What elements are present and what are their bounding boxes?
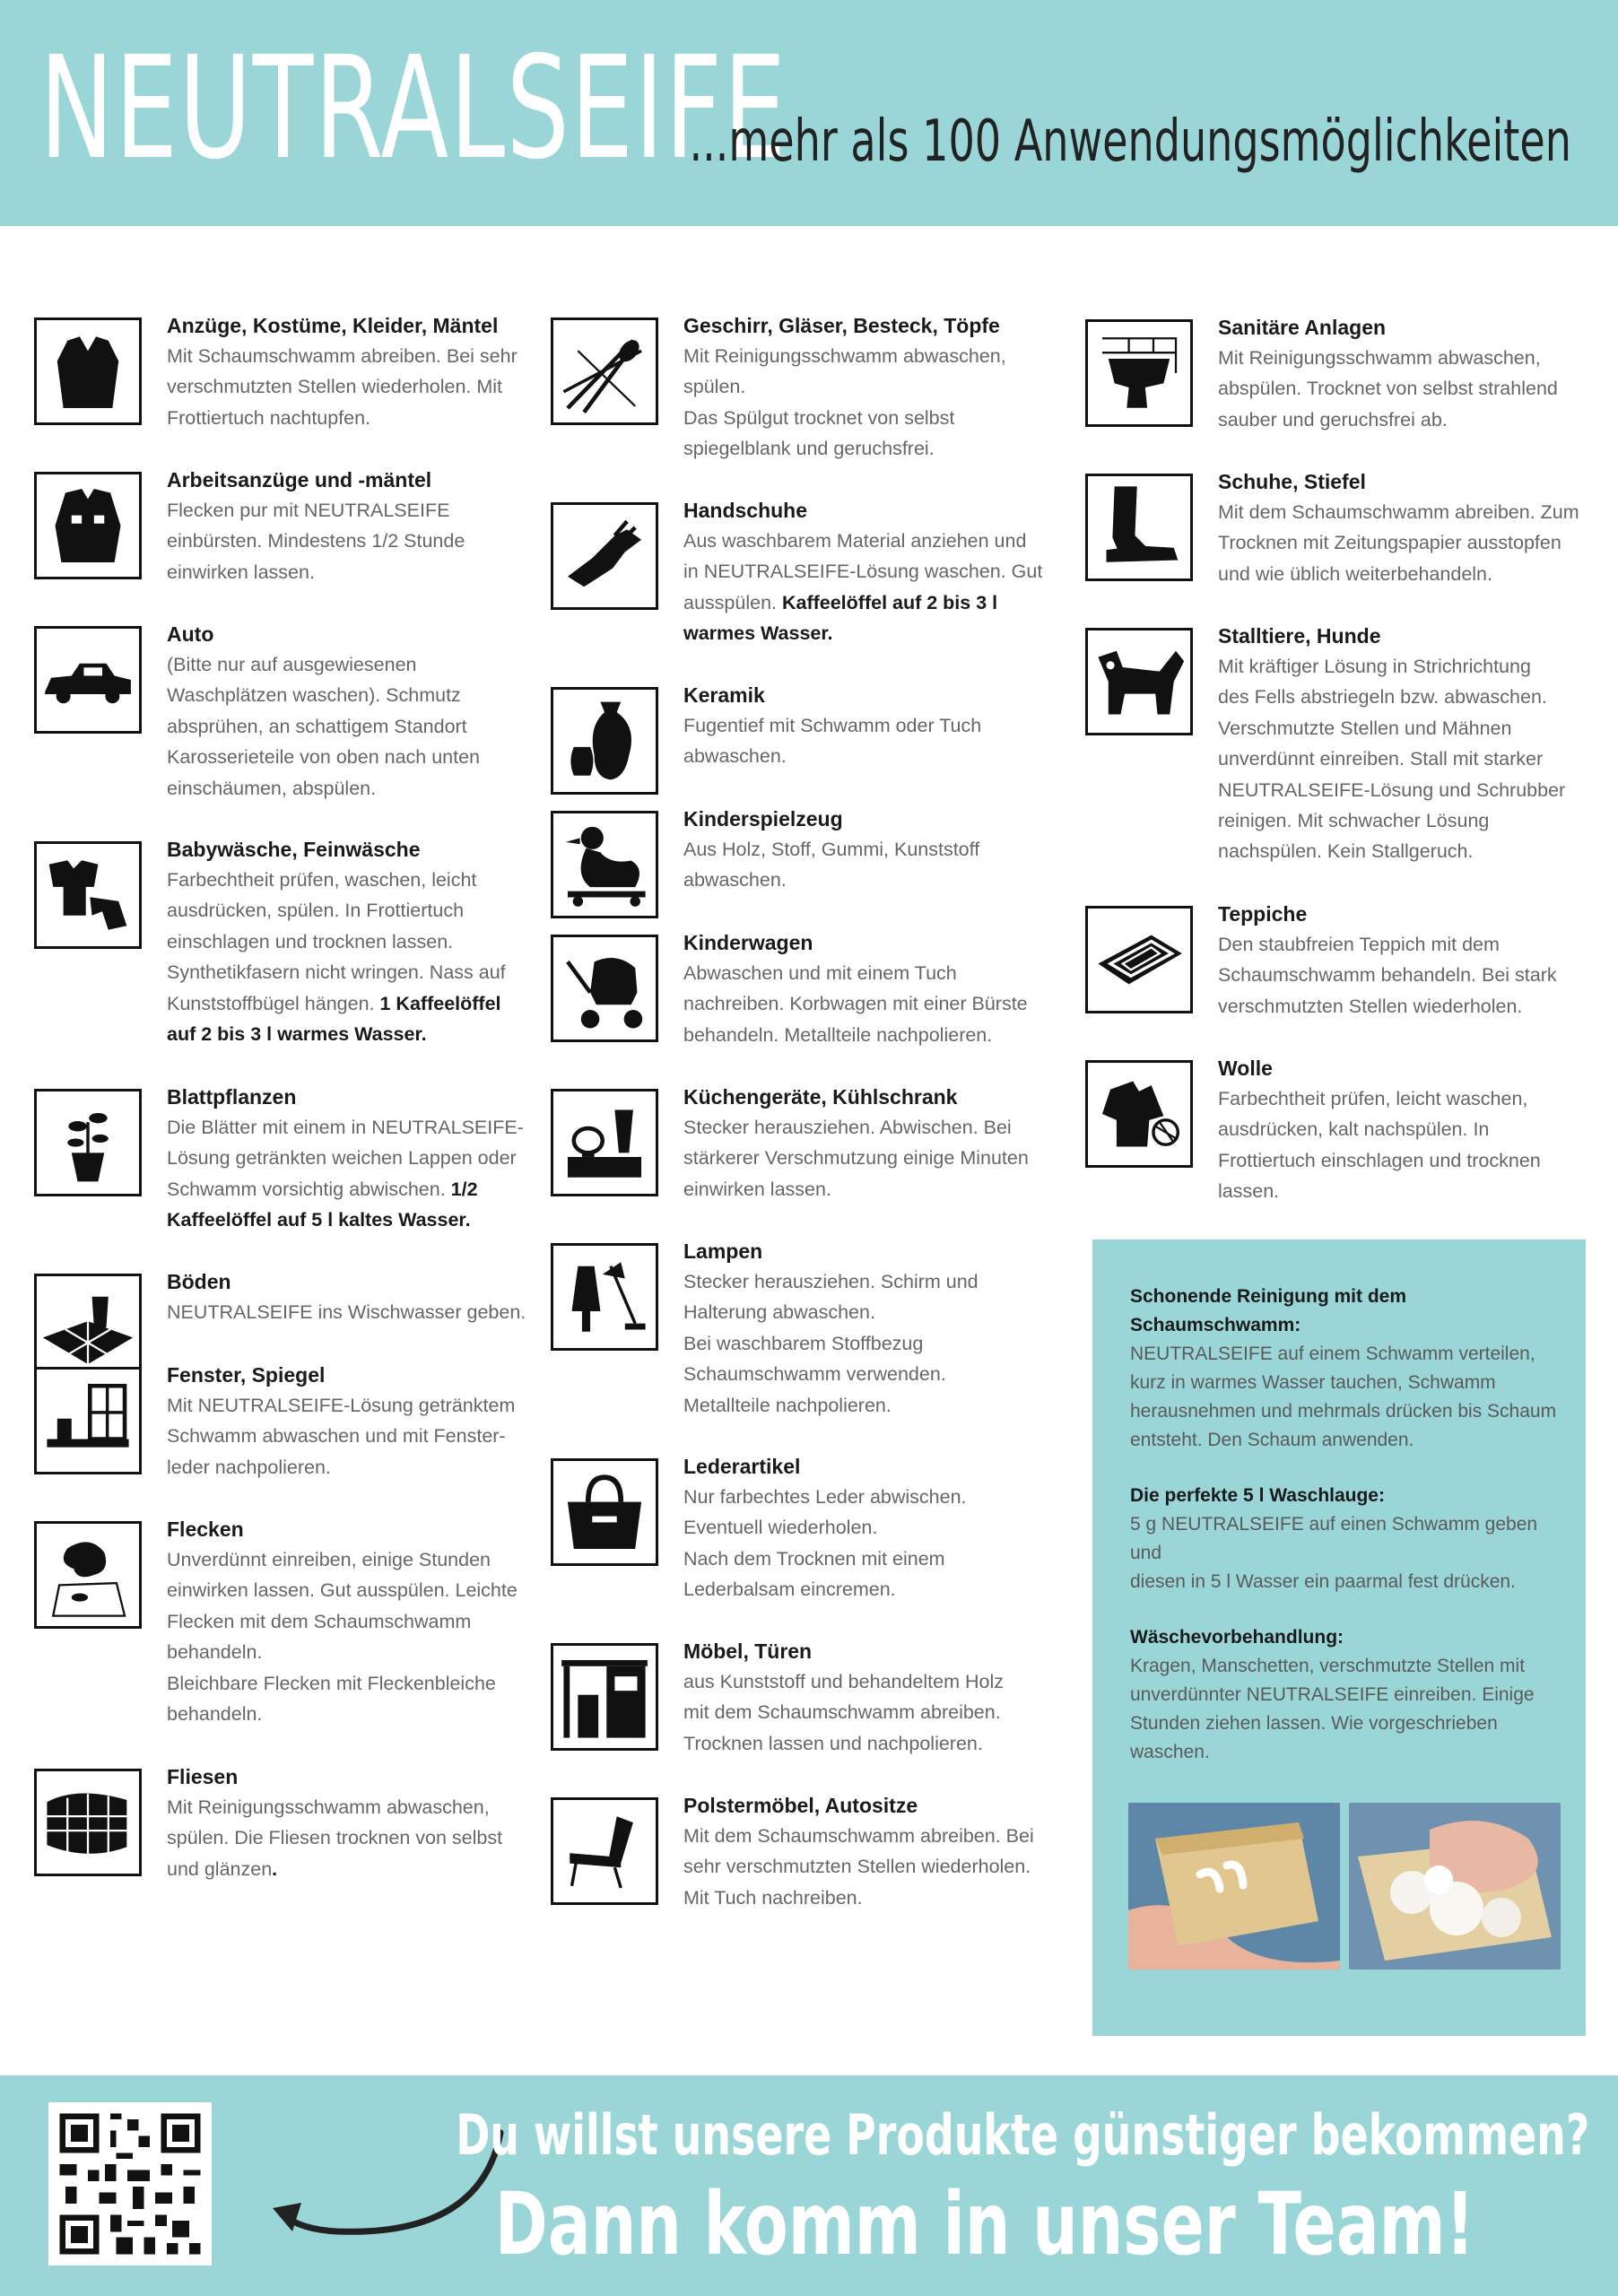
carpet-icon: [1085, 906, 1193, 1013]
window-icon: [34, 1367, 142, 1474]
info-box: [1092, 1239, 1586, 2036]
plant-icon: [34, 1089, 142, 1196]
suit-icon: [34, 317, 142, 425]
cta-line-1: Du willst unsere Produkte günstiger bekommen?: [455, 2102, 1589, 2168]
lamp-icon: [551, 1243, 658, 1351]
bag-icon: [551, 1458, 658, 1566]
glove-icon: [551, 502, 658, 610]
qr-code-icon[interactable]: [48, 2102, 212, 2266]
info-foam-body: NEUTRALSEIFE auf einem Schwamm verteilen, kurz in warmes Wasser tauchen, Schwamm herausnehmen und mehrmals drücken bis Schaum entsteht. Den Schaum anwenden.: [1130, 1344, 1557, 1450]
stain-icon: [34, 1521, 142, 1629]
info-foam-title: Schonende Reinigung mit dem Schaumschwamm:: [1130, 1286, 1407, 1335]
info-wash-body: 5 g NEUTRALSEIFE auf einen Schwamm geben und diesen in 5 l Wasser ein paarmal fest drücken.: [1130, 1514, 1538, 1592]
car-icon: [34, 626, 142, 734]
work-coat-icon: [34, 472, 142, 579]
page-title: NEUTRALSEIFE: [39, 26, 787, 191]
vase-icon: [551, 687, 658, 795]
info-pretreat-body: Kragen, Manschetten, verschmutzte Stellen mit unverdünnter NEUTRALSEIFE einreiben. Einige Stunden ziehen lassen. Wie vorgeschrieben waschen.: [1130, 1656, 1535, 1762]
page-subtitle: ...mehr als 100 Anwendungsmöglichkeiten: [689, 109, 1571, 175]
floor-icon: [34, 1274, 142, 1381]
duck-toy-icon: [551, 811, 658, 918]
foam-photo: [1349, 1803, 1561, 1970]
info-wash-title: Die perfekte 5 l Waschlauge:: [1130, 1485, 1385, 1506]
info-pretreat-title: Wäschevorbehandlung:: [1130, 1627, 1344, 1648]
wool-icon: [1085, 1060, 1193, 1168]
kitchen-appliance-icon: [551, 1089, 658, 1196]
furniture-icon: [551, 1643, 658, 1751]
tiles-icon: [34, 1769, 142, 1876]
armchair-icon: [551, 1797, 658, 1905]
sponge-photo: [1128, 1803, 1340, 1970]
dog-icon: [1085, 628, 1193, 735]
header-banner: [0, 0, 1618, 226]
cta-line-2: Dann komm in unser Team!: [494, 2174, 1474, 2274]
baby-clothes-icon: [34, 841, 142, 949]
pram-icon: [551, 935, 658, 1042]
cutlery-icon: [551, 317, 658, 425]
toilet-icon: [1085, 319, 1193, 427]
footer-banner: [0, 2075, 1618, 2296]
shoes-icon: [1085, 474, 1193, 581]
